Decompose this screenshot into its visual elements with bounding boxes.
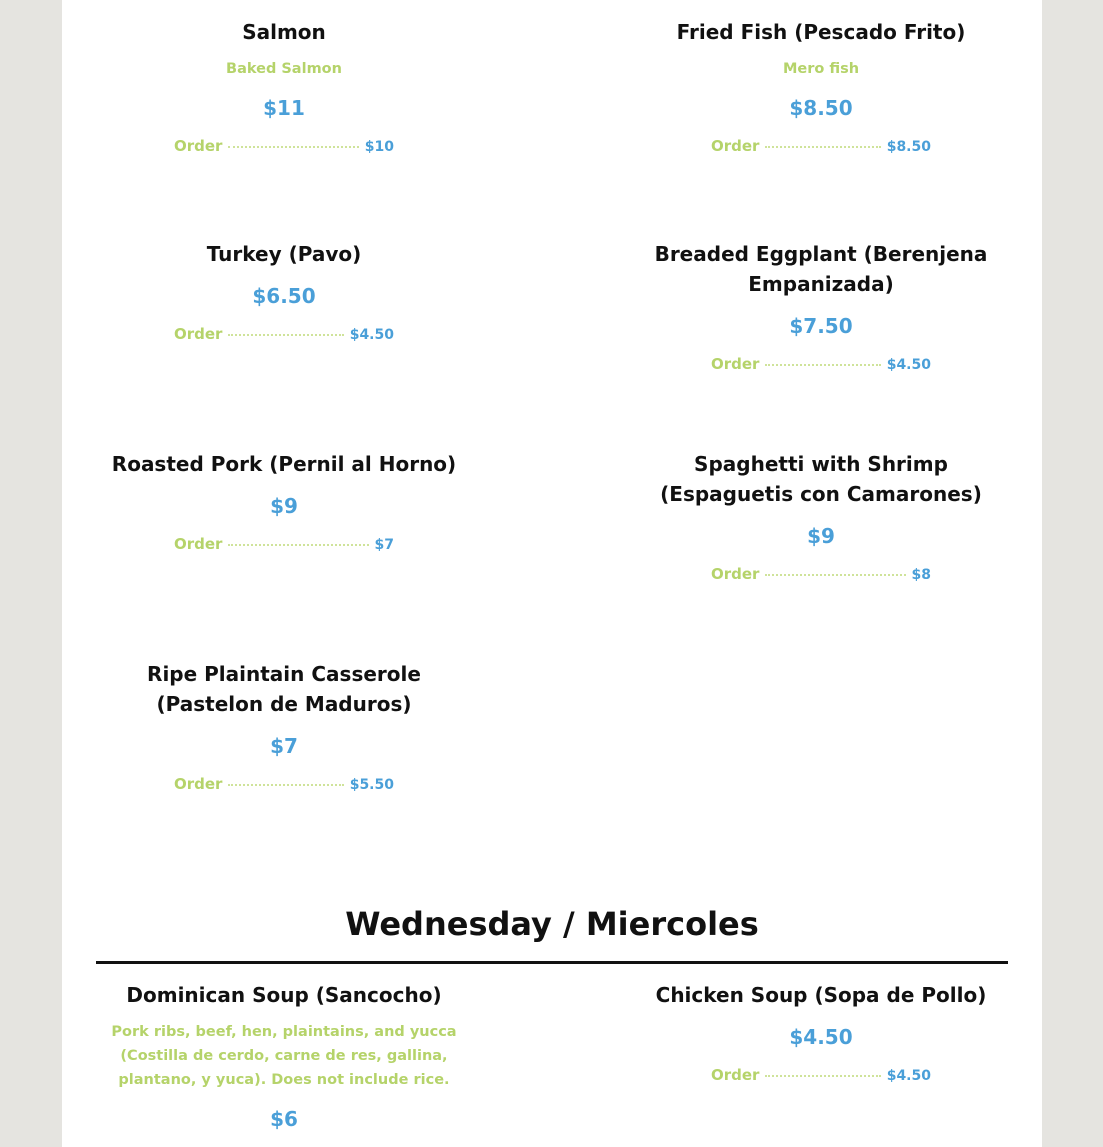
menu-item-chicken-soup — [621, 980, 1021, 1084]
order-price: $4.50 — [886, 357, 931, 373]
order-button[interactable] — [174, 325, 394, 343]
item-price: $11 — [263, 96, 305, 120]
order-button[interactable] — [174, 535, 394, 553]
dotted-leader — [228, 784, 343, 786]
item-name: Fried Fish (Pescado Frito) — [676, 20, 966, 44]
dotted-leader — [228, 544, 368, 546]
item-description: Baked Salmon — [226, 61, 342, 77]
order-button[interactable] — [711, 1066, 931, 1084]
order-price: $5.50 — [349, 777, 394, 793]
item-name: Chicken Soup (Sopa de Pollo) — [655, 983, 987, 1007]
order-button[interactable] — [174, 137, 394, 155]
menu-item-salmon — [84, 17, 484, 155]
order-button[interactable] — [711, 137, 931, 155]
item-price: $4.50 — [789, 1025, 853, 1049]
menu-item-breaded-eggplant — [621, 239, 1021, 373]
order-price: $10 — [364, 139, 394, 155]
menu-item-spaghetti-shrimp — [621, 449, 1021, 583]
dotted-leader — [765, 364, 880, 366]
item-name: Roasted Pork (Pernil al Horno) — [111, 452, 457, 476]
item-price: $9 — [807, 524, 835, 548]
order-price: $8.50 — [886, 139, 931, 155]
order-label: Order — [711, 137, 760, 155]
dotted-leader — [228, 146, 358, 148]
order-price: $4.50 — [886, 1068, 931, 1084]
order-label: Order — [174, 775, 223, 793]
item-description: Mero fish — [782, 61, 860, 77]
order-price: $8 — [911, 567, 931, 583]
order-price: $7 — [374, 537, 394, 553]
item-name: Dominican Soup (Sancocho) — [126, 983, 442, 1007]
section-divider — [96, 961, 1008, 964]
menu-item-turkey — [84, 239, 484, 343]
menu-item-roasted-pork — [84, 449, 484, 553]
menu-page — [62, 0, 1042, 1147]
item-description: Pork ribs, beef, hen, plaintains, and yucca (Costilla de cerdo, carne de res, gallina, plantano, y yuca). Does not include rice. — [111, 1024, 457, 1088]
dotted-leader — [765, 1075, 880, 1077]
menu-item-fried-fish — [621, 17, 1021, 155]
item-name: Spaghetti with Shrimp (Espaguetis con Camarones) — [660, 452, 982, 506]
item-price: $6.50 — [252, 284, 316, 308]
order-price: $4.50 — [349, 327, 394, 343]
order-button[interactable] — [711, 565, 931, 583]
dotted-leader — [765, 574, 905, 576]
order-label: Order — [174, 137, 223, 155]
item-price: $7 — [270, 734, 298, 758]
item-name: Breaded Eggplant (Berenjena Empanizada) — [654, 242, 988, 296]
item-price: $9 — [270, 494, 298, 518]
dotted-leader — [228, 334, 343, 336]
item-name: Turkey (Pavo) — [206, 242, 362, 266]
item-price: $7.50 — [789, 314, 853, 338]
item-price: $8.50 — [789, 96, 853, 120]
menu-item-pastelon — [84, 659, 484, 793]
order-label: Order — [174, 535, 223, 553]
order-button[interactable] — [711, 355, 931, 373]
order-label: Order — [711, 1066, 760, 1084]
item-name: Salmon — [242, 20, 326, 44]
section-title-wednesday: Wednesday / Miercoles — [345, 905, 759, 943]
order-button[interactable] — [174, 775, 394, 793]
item-price: $6 — [270, 1107, 298, 1131]
order-label: Order — [711, 355, 760, 373]
item-name: Ripe Plaintain Casserole (Pastelon de Maduros) — [147, 662, 421, 716]
menu-item-sancocho — [84, 980, 484, 1134]
dotted-leader — [765, 146, 880, 148]
order-label: Order — [711, 565, 760, 583]
order-label: Order — [174, 325, 223, 343]
